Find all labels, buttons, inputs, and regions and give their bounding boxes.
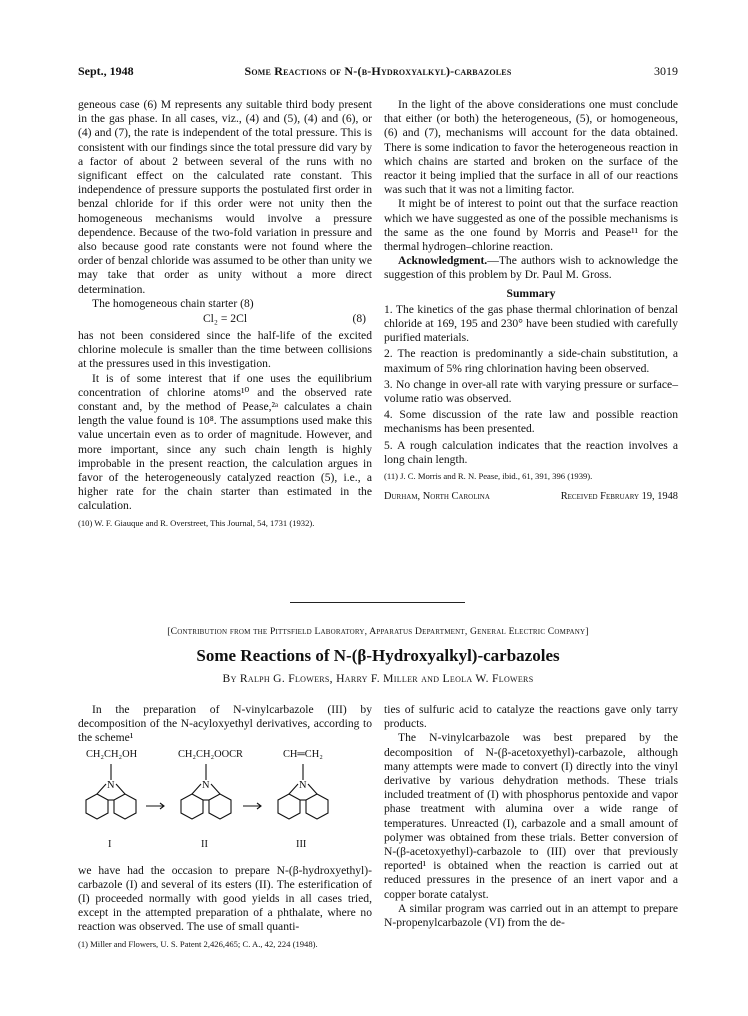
- paragraph: The homogeneous chain starter (8): [92, 296, 254, 310]
- footnote: (10) W. F. Giauque and R. Overstreet, This Journal, 54, 1731 (1932).: [78, 517, 315, 528]
- paragraph: The N-vinylcarbazole was best prepared by the decomposition of N-(β-acetoxyethyl)-carbazole, although many attempts were made to convert (I) directly into the vinyl derivative by various dehydration methods. These trials included treatment of (I) with phosphorus pentoxide and vapor phase treatment with alumina over a wide range of temperatures. Unreacted (I), carbazole and a small amount of polymer was obtained from these trials. Better conversion of N-(β-acetoxyethyl)-carbazole to (III) over that previously reported¹ is obtained when the reaction is carried out at reduced pressures in the presence of an inert vapor and a copper borate catalyst.: [384, 731, 678, 901]
- article-title: Some Reactions of N-(β-Hydroxyalkyl)-carbazoles: [196, 646, 560, 665]
- bottom-left-column: [78, 703, 372, 950]
- footnote: (11) J. C. Morris and R. N. Pease, ibid., 61, 391, 396 (1939).: [384, 471, 593, 482]
- equation-row: [78, 312, 372, 327]
- running-head-date: Sept., 1948: [78, 64, 134, 78]
- summary-item: 4. Some discussion of the rate law and possible reaction mechanisms has been presented.: [384, 408, 678, 436]
- summary-item: 3. No change in over-all rate with varying pressure or surface–volume ratio was observed.: [384, 377, 678, 406]
- paragraph: In the light of the above considerations one must conclude that either (or both) the heterogeneous, (5), or homogeneous, (6) and (7), mechanisms will account for the data obtained. There is some indication to favor the heterogeneous reaction in which chains are started and broken on the surface of the reactor it being implied that the surface in all of our reactions was such that it was not a limiting factor.: [384, 98, 678, 197]
- authors-line: By Ralph G. Flowers, Harry F. Miller and Leola W. Flowers: [222, 672, 534, 685]
- section-divider: [290, 602, 465, 603]
- footnote: (1) Miller and Flowers, U. S. Patent 2,426,465; C. A., 42, 224 (1948).: [78, 938, 318, 949]
- paragraph: has not been considered since the half-life of the excited chlorine molecule is smaller than the time between collisions at the pressures used in this investigation.: [78, 329, 372, 371]
- dateline-location: Durham, North Carolina: [384, 491, 490, 503]
- substituent-label: CH₂CH₂OH: [86, 748, 138, 760]
- contribution-line: [Contribution from the Pittsfield Laboratory, Apparatus Department, General Electric Company]: [167, 626, 589, 637]
- acknowledgment-heading: Acknowledgment.: [398, 254, 488, 268]
- summary-heading: Summary: [506, 286, 556, 300]
- summary-item: 2. The reaction is predominantly a side-chain substitution, a maximum of 5% ring chlorination having been observed.: [384, 347, 678, 375]
- substituent-label: CH═CH₂: [283, 748, 323, 760]
- summary-item: 1. The kinetics of the gas phase thermal chlorination of benzal chloride at 169, 195 and 230° have been studied with carefully purified materials.: [384, 302, 678, 345]
- reaction-scheme: [78, 748, 372, 864]
- running-head: [78, 64, 678, 80]
- compound-label: II: [201, 838, 208, 850]
- running-head-title: Some Reactions of N-(β-Hydroxyalkyl)-carbazoles: [244, 64, 512, 78]
- top-left-column: [78, 98, 372, 529]
- paragraph: It is of some interest that if one uses the equilibrium concentration of chlorine atoms¹⁰ and the observed rate constant and, by the method of Pease,²ᵃ calculates a chain length the value found is 10⁸. The assumptions used make this value uncertain even as to order of magnitude. However, and more important, since any such chain length is highly improbable in the present reaction, the calculation argues in favor of the heterogeneously catalyzed reaction (5), i.e., a higher rate for the chain starter than estimated in the calculation.: [78, 371, 372, 513]
- paragraph: we have had the occasion to prepare N-(β-hydroxyethyl)-carbazole (I) and several of its esters (II). The esterification of (I) proceeded normally with good yields in all cases tried, except in the attempted preparation of a phthalate, where no reaction was observed. The use of small quanti-: [78, 863, 372, 934]
- paragraph: A similar program was carried out in an attempt to prepare N-propenylcarbazole (VI) from the de-: [384, 901, 678, 930]
- compound-label: I: [108, 838, 112, 850]
- acknowledgment-text: —The authors wish to acknowledge the suggestion of this problem by Dr. Paul M. Gross.: [384, 254, 678, 282]
- nitrogen-atom-label: N: [202, 779, 210, 791]
- paragraph: geneous case (6) M represents any suitable third body present in the gas phase. In all cases, viz., (4) and (5), (4) and (6), or (4) and (7), the rate is independent of the total pressure. This is consistent with our findings since the total pressure did vary by a factor of about 2 between several of the runs with no significant effect on the calculated rate constant. This independence of pressure supports the postulated first order in benzal chloride for if this order were not unity then the homogeneous mechanisms would involve a pressure dependence. Because of the two-fold variation in pressure and also because good rate constants were not found where the order of benzal chloride was assumed to be other than unity we may take that order as unity without a more direct determination.: [78, 98, 372, 296]
- dateline-received: Received February 19, 1948: [560, 491, 678, 503]
- page-number: 3019: [654, 64, 678, 78]
- acknowledgment: [384, 254, 678, 282]
- nitrogen-atom-label: N: [299, 779, 307, 791]
- compound-label: III: [296, 838, 307, 850]
- dateline: [384, 490, 678, 504]
- top-right-column: [384, 98, 678, 504]
- paragraph: In the preparation of N-vinylcarbazole (III) by decomposition of the N-acyloxyethyl derivatives, according to the scheme¹: [78, 703, 372, 745]
- equation: Cl₂ = 2Cl: [202, 312, 248, 326]
- equation-number: (8): [352, 312, 366, 326]
- nitrogen-atom-label: N: [107, 779, 115, 791]
- reaction-scheme-drawing: [78, 748, 372, 864]
- summary-item: 5. A rough calculation indicates that the reaction involves a long chain length.: [384, 438, 678, 466]
- paragraph: It might be of interest to point out that the surface reaction which we have suggested as one of the possible mechanisms is the same as the one found by Morris and Pease¹¹ for the thermal hydrogen–chlorine reaction.: [384, 197, 678, 254]
- bottom-right-column: [384, 703, 678, 930]
- paragraph: ties of sulfuric acid to catalyze the reactions gave only tarry products.: [384, 703, 678, 731]
- substituent-label: CH₂CH₂OOCR: [178, 748, 243, 760]
